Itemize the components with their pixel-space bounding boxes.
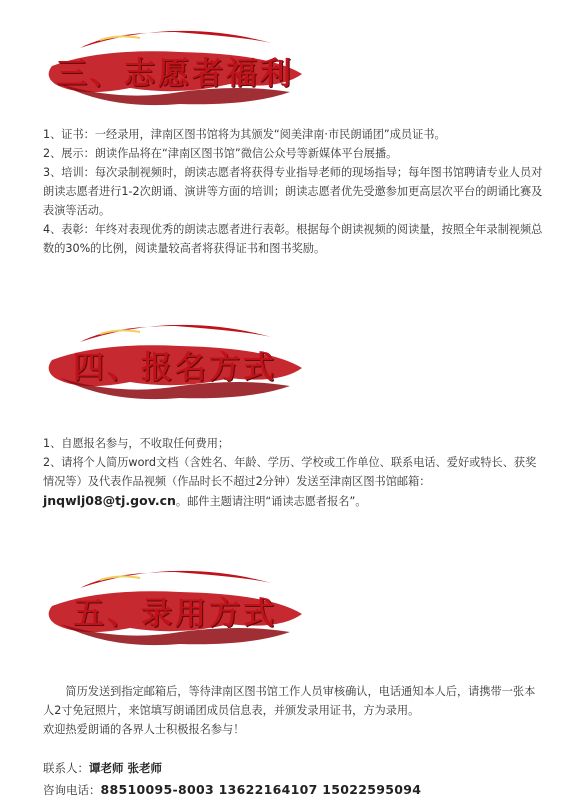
signup-item-text: 2、请将个人简历word文档（含姓名、年龄、学历、学校或工作单位、联系电话、爱好或特长、获奖情况等）及代表作品视频（作品时长不超过2分钟）发送至津南区图书馆邮箱：: [43, 456, 537, 488]
section4-body: [43, 434, 543, 511]
benefit-item: 4、表彰：年终对表现优秀的朗读志愿者进行表彰。根据每个朗读视频的阅读量，按照全年录制视频总数的30%的比例，阅读量较高者将获得证书和图书奖励。: [43, 223, 543, 255]
contact-person-label: 联系人：: [43, 761, 89, 775]
signup-item: [43, 453, 543, 511]
contact-block: [43, 757, 421, 801]
contact-phone-row: [43, 779, 421, 801]
benefit-item: 3、培训：每次录制视频时，朗读志愿者将获得专业指导老师的现场指导；每年图书馆聘请专业人员对朗读志愿者进行1-2次朗诵、演讲等方面的培训；朗读志愿者优先受邀参加更高层次平台的朗诵比赛及表演等活动。: [43, 166, 543, 217]
section5-header: [40, 558, 310, 658]
section4-title: 四、报名方式: [73, 350, 277, 386]
welcome-text: 欢迎热爱朗诵的各界人士积极报名参与！: [43, 723, 245, 736]
email-address: jnqwlj08@tj.gov.cn: [43, 493, 176, 508]
benefit-item: 2、展示：朗读作品将在“津南区图书馆”微信公众号等新媒体平台展播。: [43, 147, 398, 160]
contact-phone-value: 88510095-8003 13622164107 15022595094: [100, 782, 422, 797]
signup-item: 1、自愿报名参与，不收取任何费用；: [43, 437, 230, 450]
contact-person-row: [43, 757, 421, 779]
admission-paragraph: 简历发送到指定邮箱后，等待津南区图书馆工作人员审核确认，电话通知本人后，请携带一张本人2寸免冠照片，来馆填写朗诵团成员信息表，并颁发录用证书，方为录用。: [43, 685, 536, 717]
section5-body: [43, 682, 543, 739]
section3-header: [40, 18, 310, 118]
section3-body: [43, 125, 543, 258]
signup-item-text-end: 。邮件主题请注明“诵读志愿者报名”。: [175, 495, 367, 508]
section3-title: 三、志愿者福利: [56, 56, 294, 92]
benefit-item: 1、证书：一经录用，津南区图书馆将为其颁发“阅美津南·市民朗诵团”成员证书。: [43, 128, 446, 141]
contact-phone-label: 咨询电话：: [43, 783, 101, 797]
section4-header: [40, 312, 310, 412]
section5-title: 五、录用方式: [73, 596, 277, 632]
contact-person-value: 谭老师 张老师: [89, 761, 163, 775]
